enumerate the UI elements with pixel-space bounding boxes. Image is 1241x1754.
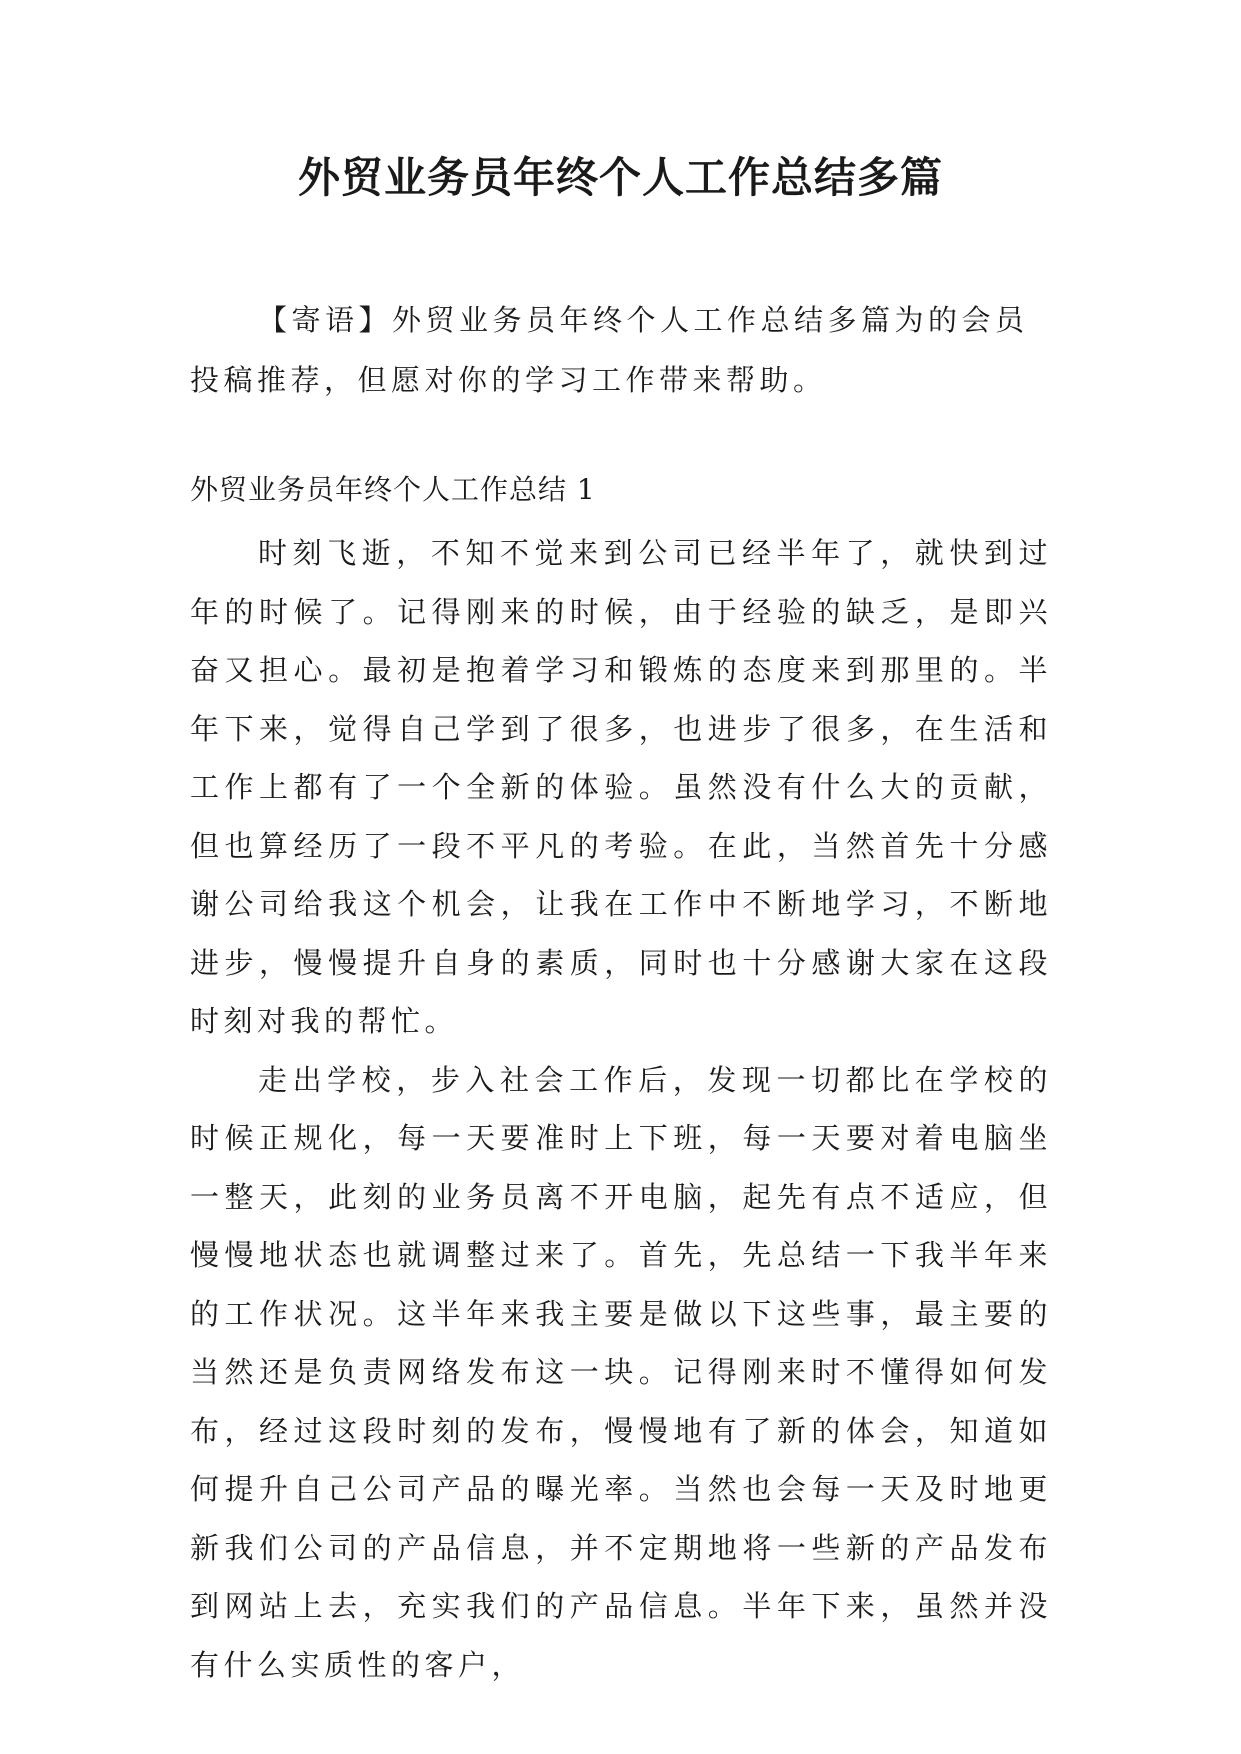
body-paragraph: 时刻飞逝，不知不觉来到公司已经半年了，就快到过年的时候了。记得刚来的时候，由于经验的缺乏，是即兴奋又担心。最初是抱着学习和锻炼的态度来到那里的。半年下来，觉得自己学到了很多，也进步了很多，在生活和工作上都有了一个全新的体验。虽然没有什么大的贡献，但也算经历了一段不平凡的考验。在此，当然首先十分感谢公司给我这个机会，让我在工作中不断地学习，不断地进步，慢慢提升自身的素质，同时也十分感谢大家在这段时刻对我的帮忙。 [190, 536, 1052, 1038]
section-body [190, 524, 1052, 1694]
intro-paragraph: 【寄语】外贸业务员年终个人工作总结多篇为的会员投稿推荐，但愿对你的学习工作带来帮助。 [190, 303, 1029, 397]
section-heading: 外贸业务员年终个人工作总结 1 [190, 473, 596, 506]
document-title: 外贸业务员年终个人工作总结多篇 [297, 153, 943, 202]
body-paragraph: 走出学校，步入社会工作后，发现一切都比在学校的时候正规化，每一天要准时上下班，每一天要对着电脑坐一整天，此刻的业务员离不开电脑，起先有点不适应，但慢慢地状态也就调整过来了。首先，先总结一下我半年来的工作状况。这半年来我主要是做以下这些事，最主要的当然还是负责网络发布这一块。记得刚来时不懂得如何发布，经过这段时刻的发布，慢慢地有了新的体会，知道如何提升自己公司产品的曝光率。当然也会每一天及时地更新我们公司的产品信息，并不定期地将一些新的产品发布到网站上去，充实我们的产品信息。半年下来，虽然并没有什么实质性的客户， [190, 1062, 1052, 1682]
